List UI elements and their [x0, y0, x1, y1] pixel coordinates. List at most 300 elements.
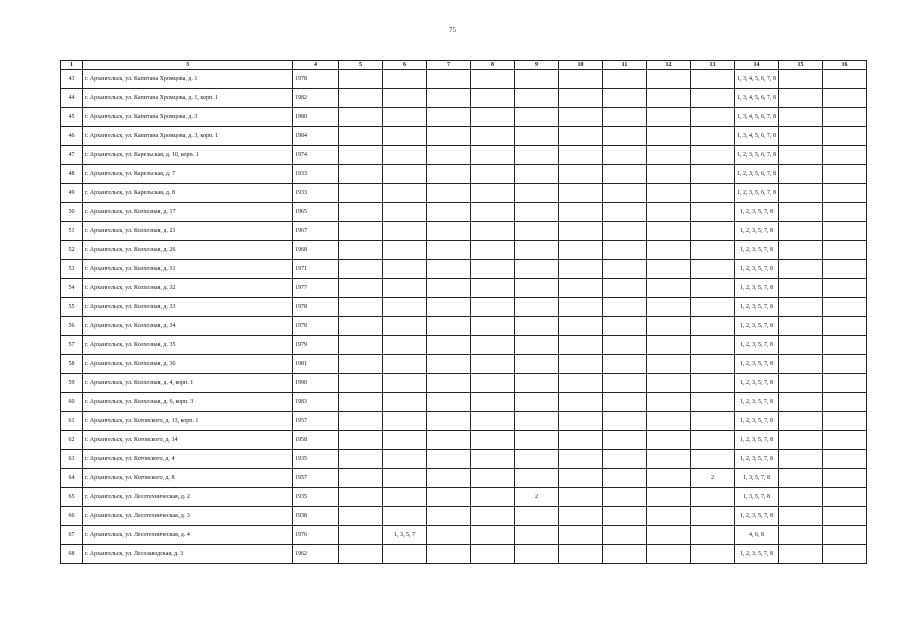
column-6-cell [383, 203, 427, 222]
measures-cell: 1, 2, 3, 5, 7, 8 [735, 355, 779, 374]
column-13-cell [691, 146, 735, 165]
table-row [61, 70, 867, 89]
table-row [61, 260, 867, 279]
column-10-cell [559, 165, 603, 184]
column-16-cell [823, 165, 867, 184]
column-16-cell [823, 89, 867, 108]
column-16-cell [823, 279, 867, 298]
column-16-cell [823, 298, 867, 317]
column-7-cell [427, 336, 471, 355]
column-8-cell [471, 298, 515, 317]
column-6-cell [383, 89, 427, 108]
column-9-cell: 2 [515, 488, 559, 507]
address-cell: г. Архангельск, ул. Колхозная, д. 35 [83, 336, 293, 355]
row-number: 49 [61, 184, 83, 203]
table-row [61, 279, 867, 298]
column-7-cell [427, 260, 471, 279]
year-cell: 1978 [293, 298, 339, 317]
year-cell: 1962 [293, 545, 339, 564]
table-row [61, 526, 867, 545]
column-5-cell [339, 355, 383, 374]
column-10-cell [559, 336, 603, 355]
column-8-cell [471, 336, 515, 355]
column-9-cell [515, 469, 559, 488]
column-8-cell [471, 260, 515, 279]
column-15-cell [779, 70, 823, 89]
column-6-cell [383, 431, 427, 450]
column-8-cell [471, 355, 515, 374]
column-13-cell [691, 507, 735, 526]
column-12-cell [647, 165, 691, 184]
column-12-cell [647, 545, 691, 564]
column-7-cell [427, 108, 471, 127]
column-16-cell [823, 488, 867, 507]
year-cell: 1935 [293, 488, 339, 507]
column-6-cell [383, 222, 427, 241]
column-13-cell [691, 488, 735, 507]
year-cell: 1984 [293, 127, 339, 146]
column-8-cell [471, 241, 515, 260]
column-5-cell [339, 279, 383, 298]
column-9-cell [515, 298, 559, 317]
column-10-cell [559, 507, 603, 526]
table-row [61, 146, 867, 165]
address-cell: г. Архангельск, ул. Котовского, д. 4 [83, 450, 293, 469]
row-number: 61 [61, 412, 83, 431]
column-10-cell [559, 108, 603, 127]
column-13-cell [691, 526, 735, 545]
table-row [61, 222, 867, 241]
column-9-cell [515, 146, 559, 165]
column-10-cell [559, 279, 603, 298]
column-7-cell [427, 89, 471, 108]
table-row [61, 127, 867, 146]
column-12-cell [647, 393, 691, 412]
column-11-cell [603, 146, 647, 165]
column-10-cell [559, 222, 603, 241]
table-row [61, 203, 867, 222]
measures-cell: 1, 2, 3, 5, 7, 8 [735, 545, 779, 564]
column-5-cell [339, 507, 383, 526]
column-5-cell [339, 488, 383, 507]
row-number: 54 [61, 279, 83, 298]
column-15-cell [779, 260, 823, 279]
year-cell: 1978 [293, 70, 339, 89]
column-15-cell [779, 165, 823, 184]
address-cell: г. Архангельск, ул. Колхозная, д. 34 [83, 317, 293, 336]
column-15-cell [779, 298, 823, 317]
column-8-cell [471, 317, 515, 336]
column-15-cell [779, 507, 823, 526]
column-5-cell [339, 203, 383, 222]
column-6-cell [383, 146, 427, 165]
row-number: 68 [61, 545, 83, 564]
year-cell: 1957 [293, 469, 339, 488]
column-15-cell [779, 336, 823, 355]
measures-cell: 4, 6, 8 [735, 526, 779, 545]
column-7-cell [427, 545, 471, 564]
row-number: 63 [61, 450, 83, 469]
column-7-cell [427, 393, 471, 412]
column-10-cell [559, 70, 603, 89]
year-cell: 1983 [293, 393, 339, 412]
column-header-3: 3 [83, 61, 293, 70]
column-11-cell [603, 184, 647, 203]
table-row [61, 545, 867, 564]
column-15-cell [779, 317, 823, 336]
column-16-cell [823, 450, 867, 469]
year-cell: 1967 [293, 222, 339, 241]
row-number: 51 [61, 222, 83, 241]
year-cell: 1971 [293, 260, 339, 279]
column-9-cell [515, 526, 559, 545]
column-12-cell [647, 260, 691, 279]
row-number: 65 [61, 488, 83, 507]
column-5-cell [339, 70, 383, 89]
column-12-cell [647, 222, 691, 241]
column-12-cell [647, 127, 691, 146]
year-cell: 1965 [293, 203, 339, 222]
column-header-4: 4 [293, 61, 339, 70]
column-10-cell [559, 317, 603, 336]
column-9-cell [515, 260, 559, 279]
column-15-cell [779, 89, 823, 108]
column-6-cell [383, 545, 427, 564]
column-13-cell [691, 393, 735, 412]
page-number: 75 [449, 26, 456, 34]
column-5-cell [339, 184, 383, 203]
year-cell: 1976 [293, 526, 339, 545]
column-11-cell [603, 374, 647, 393]
column-6-cell [383, 393, 427, 412]
column-11-cell [603, 127, 647, 146]
column-6-cell [383, 355, 427, 374]
measures-cell: 1, 2, 3, 5, 7, 8 [735, 412, 779, 431]
column-10-cell [559, 298, 603, 317]
column-10-cell [559, 450, 603, 469]
address-cell: г. Архангельск, ул. Колхозная, д. 31 [83, 260, 293, 279]
column-7-cell [427, 469, 471, 488]
measures-cell: 1, 2, 3, 5, 7, 8 [735, 507, 779, 526]
measures-cell: 1, 2, 3, 5, 7, 8 [735, 317, 779, 336]
column-15-cell [779, 203, 823, 222]
column-12-cell [647, 241, 691, 260]
column-11-cell [603, 89, 647, 108]
row-number: 66 [61, 507, 83, 526]
table-row [61, 355, 867, 374]
address-cell: г. Архангельск, ул. Капитана Хромцова, д. 3 [83, 108, 293, 127]
column-8-cell [471, 450, 515, 469]
column-10-cell [559, 431, 603, 450]
column-10-cell [559, 203, 603, 222]
column-13-cell [691, 108, 735, 127]
column-15-cell [779, 469, 823, 488]
column-header-12: 12 [647, 61, 691, 70]
column-15-cell [779, 146, 823, 165]
column-13-cell [691, 374, 735, 393]
column-12-cell [647, 146, 691, 165]
column-13-cell [691, 412, 735, 431]
year-cell: 1933 [293, 165, 339, 184]
column-9-cell [515, 374, 559, 393]
column-11-cell [603, 393, 647, 412]
year-cell: 1990 [293, 374, 339, 393]
column-13-cell [691, 317, 735, 336]
column-header-6: 6 [383, 61, 427, 70]
column-5-cell [339, 89, 383, 108]
table-row [61, 89, 867, 108]
column-11-cell [603, 526, 647, 545]
column-header-8: 8 [471, 61, 515, 70]
column-12-cell [647, 184, 691, 203]
row-number: 60 [61, 393, 83, 412]
column-11-cell [603, 488, 647, 507]
column-13-cell [691, 260, 735, 279]
row-number: 67 [61, 526, 83, 545]
year-cell: 1968 [293, 241, 339, 260]
table-row [61, 317, 867, 336]
table-row [61, 469, 867, 488]
column-6-cell [383, 260, 427, 279]
row-number: 47 [61, 146, 83, 165]
column-13-cell [691, 127, 735, 146]
year-cell: 1974 [293, 146, 339, 165]
column-11-cell [603, 203, 647, 222]
column-7-cell [427, 488, 471, 507]
column-11-cell [603, 222, 647, 241]
address-cell: г. Архангельск, ул. Котовского, д. 14 [83, 431, 293, 450]
column-8-cell [471, 431, 515, 450]
column-13-cell [691, 545, 735, 564]
column-header-7: 7 [427, 61, 471, 70]
measures-cell: 1, 2, 3, 5, 7, 8 [735, 393, 779, 412]
column-9-cell [515, 241, 559, 260]
column-5-cell [339, 298, 383, 317]
column-8-cell [471, 526, 515, 545]
column-13-cell [691, 279, 735, 298]
column-12-cell [647, 374, 691, 393]
measures-cell: 1, 3, 4, 5, 6, 7, 8 [735, 127, 779, 146]
column-9-cell [515, 450, 559, 469]
column-9-cell [515, 222, 559, 241]
table-row [61, 108, 867, 127]
row-number: 55 [61, 298, 83, 317]
column-7-cell [427, 298, 471, 317]
column-7-cell [427, 317, 471, 336]
column-12-cell [647, 488, 691, 507]
column-6-cell [383, 127, 427, 146]
column-8-cell [471, 108, 515, 127]
column-13-cell [691, 89, 735, 108]
column-16-cell [823, 127, 867, 146]
address-cell: г. Архангельск, ул. Колхозная, д. 6, корп. 3 [83, 393, 293, 412]
column-9-cell [515, 89, 559, 108]
column-16-cell [823, 374, 867, 393]
column-11-cell [603, 336, 647, 355]
column-11-cell [603, 450, 647, 469]
column-header-10: 10 [559, 61, 603, 70]
column-16-cell [823, 336, 867, 355]
column-16-cell [823, 317, 867, 336]
column-5-cell [339, 412, 383, 431]
column-8-cell [471, 184, 515, 203]
column-15-cell [779, 184, 823, 203]
year-cell: 1933 [293, 184, 339, 203]
column-7-cell [427, 412, 471, 431]
address-cell: г. Архангельск, ул. Карельская, д. 10, корп. 1 [83, 146, 293, 165]
column-12-cell [647, 317, 691, 336]
column-12-cell [647, 70, 691, 89]
column-6-cell [383, 184, 427, 203]
column-header-1: 1 [61, 61, 83, 70]
column-8-cell [471, 393, 515, 412]
measures-cell: 1, 2, 3, 5, 6, 7, 8 [735, 146, 779, 165]
column-11-cell [603, 545, 647, 564]
column-8-cell [471, 70, 515, 89]
column-15-cell [779, 241, 823, 260]
row-number: 48 [61, 165, 83, 184]
column-8-cell [471, 203, 515, 222]
column-11-cell [603, 355, 647, 374]
column-10-cell [559, 127, 603, 146]
column-13-cell [691, 355, 735, 374]
column-5-cell [339, 241, 383, 260]
column-header-15: 15 [779, 61, 823, 70]
column-13-cell [691, 203, 735, 222]
column-6-cell [383, 317, 427, 336]
column-5-cell [339, 222, 383, 241]
column-7-cell [427, 355, 471, 374]
year-cell: 1981 [293, 355, 339, 374]
column-13-cell [691, 165, 735, 184]
table-row [61, 431, 867, 450]
row-number: 64 [61, 469, 83, 488]
column-7-cell [427, 279, 471, 298]
row-number: 45 [61, 108, 83, 127]
year-cell: 1982 [293, 89, 339, 108]
column-11-cell [603, 317, 647, 336]
column-15-cell [779, 412, 823, 431]
column-15-cell [779, 545, 823, 564]
column-13-cell [691, 298, 735, 317]
column-9-cell [515, 70, 559, 89]
column-6-cell [383, 241, 427, 260]
column-8-cell [471, 165, 515, 184]
column-7-cell [427, 374, 471, 393]
column-13-cell [691, 222, 735, 241]
column-10-cell [559, 355, 603, 374]
measures-cell: 1, 2, 3, 5, 7, 8 [735, 222, 779, 241]
column-12-cell [647, 203, 691, 222]
table-row [61, 507, 867, 526]
column-header-14: 14 [735, 61, 779, 70]
column-16-cell [823, 146, 867, 165]
column-13-cell [691, 336, 735, 355]
address-cell: г. Архангельск, ул. Капитана Хромцова, д. 1, корп. 1 [83, 89, 293, 108]
column-13-cell [691, 241, 735, 260]
column-8-cell [471, 146, 515, 165]
column-15-cell [779, 526, 823, 545]
column-12-cell [647, 450, 691, 469]
column-9-cell [515, 336, 559, 355]
column-10-cell [559, 374, 603, 393]
column-12-cell [647, 412, 691, 431]
column-16-cell [823, 507, 867, 526]
column-11-cell [603, 279, 647, 298]
measures-cell: 1, 3, 5, 7, 8 [735, 488, 779, 507]
column-7-cell [427, 127, 471, 146]
address-cell: г. Архангельск, ул. Колхозная, д. 26 [83, 241, 293, 260]
column-header-9: 9 [515, 61, 559, 70]
column-15-cell [779, 450, 823, 469]
column-9-cell [515, 127, 559, 146]
column-11-cell [603, 431, 647, 450]
measures-cell: 1, 2, 3, 5, 6, 7, 8 [735, 184, 779, 203]
column-12-cell [647, 336, 691, 355]
address-cell: г. Архангельск, ул. Лесотехническая, д. 2 [83, 488, 293, 507]
row-number: 46 [61, 127, 83, 146]
column-11-cell [603, 70, 647, 89]
column-header-5: 5 [339, 61, 383, 70]
column-15-cell [779, 108, 823, 127]
column-10-cell [559, 412, 603, 431]
address-cell: г. Архангельск, ул. Капитана Хромцова, д. 3, корп. 1 [83, 127, 293, 146]
column-6-cell [383, 374, 427, 393]
column-11-cell [603, 507, 647, 526]
table-row [61, 450, 867, 469]
column-8-cell [471, 222, 515, 241]
column-15-cell [779, 393, 823, 412]
column-15-cell [779, 374, 823, 393]
column-7-cell [427, 431, 471, 450]
column-6-cell [383, 488, 427, 507]
column-7-cell [427, 184, 471, 203]
column-16-cell [823, 526, 867, 545]
column-6-cell [383, 450, 427, 469]
column-12-cell [647, 279, 691, 298]
column-13-cell: 2 [691, 469, 735, 488]
column-5-cell [339, 260, 383, 279]
column-11-cell [603, 165, 647, 184]
address-cell: г. Архангельск, ул. Колхозная, д. 4, корп. 1 [83, 374, 293, 393]
column-5-cell [339, 127, 383, 146]
column-15-cell [779, 488, 823, 507]
header-row [61, 61, 867, 70]
column-10-cell [559, 526, 603, 545]
column-6-cell [383, 469, 427, 488]
row-number: 43 [61, 70, 83, 89]
table-row [61, 298, 867, 317]
measures-cell: 1, 3, 4, 5, 6, 7, 8 [735, 108, 779, 127]
row-number: 59 [61, 374, 83, 393]
year-cell: 1978 [293, 317, 339, 336]
year-cell: 1935 [293, 450, 339, 469]
column-10-cell [559, 488, 603, 507]
table-row [61, 374, 867, 393]
measures-cell: 1, 2, 3, 5, 6, 7, 8 [735, 165, 779, 184]
column-header-13: 13 [691, 61, 735, 70]
column-15-cell [779, 127, 823, 146]
column-6-cell [383, 279, 427, 298]
column-16-cell [823, 469, 867, 488]
column-8-cell [471, 469, 515, 488]
registry-table [60, 60, 867, 564]
column-12-cell [647, 469, 691, 488]
table-row [61, 488, 867, 507]
column-16-cell [823, 108, 867, 127]
column-11-cell [603, 412, 647, 431]
column-5-cell [339, 165, 383, 184]
